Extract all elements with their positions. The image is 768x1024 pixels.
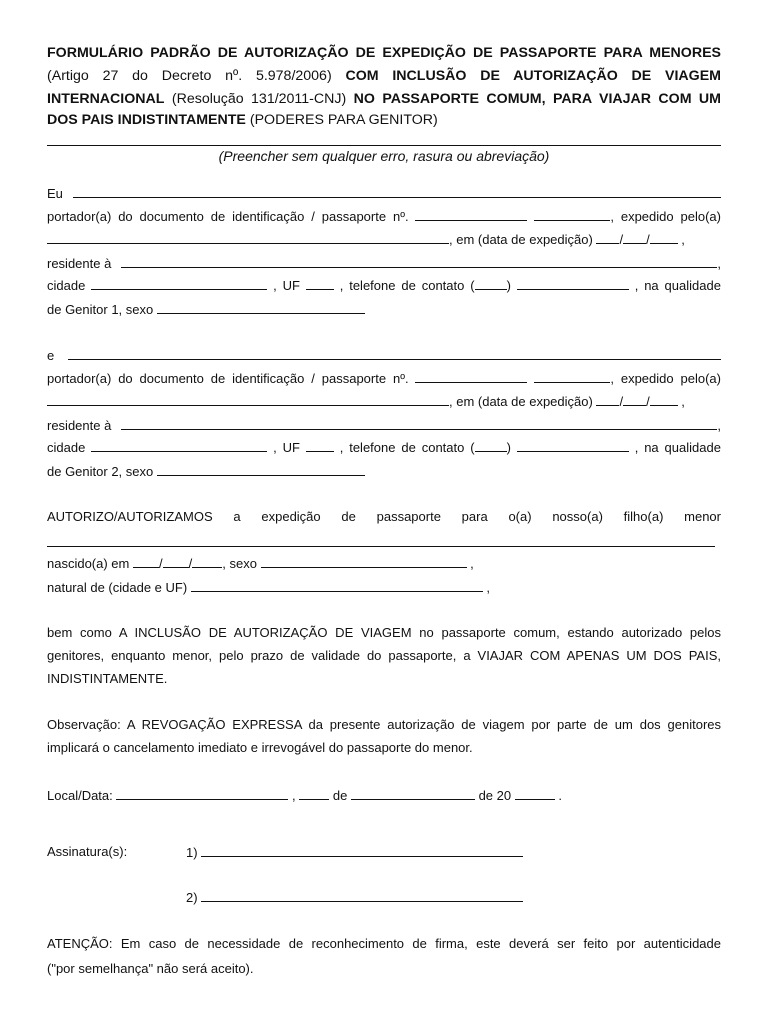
genitor1-phone-field[interactable] [517,276,629,290]
signature-field-2[interactable] [201,888,523,902]
e-label: e [47,348,55,363]
minor-origin-row: natural de (cidade e UF) , [47,580,491,595]
genitor1-sex-label: de Genitor 1, sexo [47,302,154,317]
residente-label-2: residente à [47,418,112,433]
doc-label: portador(a) do documento de identificação / passaporte nº. [47,209,409,224]
genitor2-doc-row [47,369,721,388]
signature-row-1 [186,843,523,862]
local-date-row: Local/Data: , de de 20 . [47,788,562,803]
nascido-label: nascido(a) em [47,556,130,571]
local-field[interactable] [116,786,288,800]
genitor2-phone-area-field[interactable] [475,438,507,452]
genitor2-name-field[interactable] [68,346,721,360]
telefone-label-2: , telefone de contato ( [339,440,475,455]
title-bold-4: NO PASSAPORTE COMUM, PARA VIAJAR COM UM [353,91,722,107]
doc-label-2: portador(a) do documento de identificação / passaporte nº. [47,371,409,386]
genitor1-phone-area-field[interactable] [475,276,507,290]
genitor1-issue-month[interactable] [623,230,646,244]
genitor2-sex-field[interactable] [157,462,365,476]
minor-birth-row: nascido(a) em / / , sexo , [47,556,474,571]
minor-birth-month[interactable] [163,554,189,568]
minor-name-row [47,532,721,547]
genitor2-doc-number-field-2[interactable] [534,369,610,383]
genitor1-doc-number-field[interactable] [415,207,527,221]
genitor2-city-row: cidade , UF , telefone de contato ( ) , na qualidade [47,440,721,455]
telefone-label: , telefone de contato ( [339,278,475,293]
em-data-label: , em (data de expedição) [449,232,593,247]
genitor1-doc-number-field-2[interactable] [534,207,610,221]
qualidade-label: , na qualidade [634,278,721,293]
observation-line-1: Observação: A REVOGAÇÃO EXPRESSA da presente autorização de viagem por parte de um dos genitores [47,717,721,732]
inclusion-line-1: bem como A INCLUSÃO DE AUTORIZAÇÃO DE VIAGEM no passaporte comum, estando autorizado pelos [47,625,721,640]
cidade-label: cidade [47,278,86,293]
genitor1-address-row: residente à , [47,256,721,271]
genitor2-phone-field[interactable] [517,438,629,452]
title-line-1 [47,42,721,65]
cidade-label-2: cidade [47,440,86,455]
genitor1-city-row: cidade , UF , telefone de contato ( ) , na qualidade [47,278,721,293]
residente-label: residente à [47,256,112,271]
genitor1-name-row [47,184,721,203]
title-bold-3: INTERNACIONAL [47,91,165,107]
genitor1-sex-field[interactable] [157,300,365,314]
genitor2-name-row [47,346,721,365]
day-field[interactable] [299,786,329,800]
local-date-end: . [558,788,562,803]
title-bold-1: FORMULÁRIO PADRÃO DE AUTORIZAÇÃO DE EXPEDIÇÃO DE PASSAPORTE PARA MENORES [47,45,721,61]
genitor2-issue-year[interactable] [650,392,678,406]
genitor2-issue-month[interactable] [623,392,646,406]
signature-field-1[interactable] [201,843,523,857]
genitor1-sex-row [47,300,721,319]
expedido-label-2: , expedido pelo(a) [610,371,721,386]
genitor1-issue-day[interactable] [596,230,619,244]
title-line-3 [47,88,721,111]
genitor1-issuer-field[interactable] [47,230,449,244]
genitor2-uf-field[interactable] [306,438,334,452]
minor-name-field[interactable] [47,532,715,547]
attention-line-1: ATENÇÃO: Em caso de necessidade de reconhecimento de firma, este deverá ser feito por autenticidade [47,936,721,951]
uf-label: , UF [273,278,300,293]
genitor2-issue-day[interactable] [596,392,619,406]
minor-birth-year[interactable] [192,554,222,568]
minor-sex-field[interactable] [261,554,467,568]
signature-row-2 [186,888,523,907]
observation-line-2: implicará o cancelamento imediato e irrevogável do passaporte do menor. [47,740,473,755]
de-label-1: de [332,788,348,803]
natural-label: natural de (cidade e UF) [47,580,188,595]
title-divider [47,145,721,146]
attention-line-2: ("por semelhança" não será aceito). [47,961,254,976]
genitor2-sex-label: de Genitor 2, sexo [47,464,154,479]
eu-label: Eu [47,186,63,201]
genitor1-issuer-row: , em (data de expedição) / / , [47,230,721,249]
genitor2-city-field[interactable] [91,438,267,452]
em-data-label-2: , em (data de expedição) [449,394,593,409]
genitor2-doc-number-field[interactable] [415,369,527,383]
genitor1-city-field[interactable] [91,276,267,290]
inclusion-line-3: INDISTINTAMENTE. [47,671,168,686]
minor-origin-field[interactable] [191,578,483,592]
de-label-2: de 20 [478,788,512,803]
signature-number-1: 1) [186,845,198,860]
instructions-subtitle: (Preencher sem qualquer erro, rasura ou abreviação) [218,148,550,164]
title-powers: (PODERES PARA GENITOR) [249,112,438,128]
title-resolution: (Resolução 131/2011-CNJ) [171,91,347,107]
signature-number-2: 2) [186,890,198,905]
expedido-label: , expedido pelo(a) [610,209,721,224]
genitor2-issuer-field[interactable] [47,392,449,406]
genitor2-sex-row [47,462,721,481]
authorization-text: AUTORIZO/AUTORIZAMOS a expedição de passaporte para o(a) nosso(a) filho(a) menor [47,509,721,524]
uf-label-2: , UF [273,440,300,455]
minor-birth-day[interactable] [133,554,159,568]
genitor1-uf-field[interactable] [306,276,334,290]
year-field[interactable] [515,786,555,800]
title-decree: (Artigo 27 do Decreto nº. 5.978/2006) [47,68,332,84]
title-bold-5: DOS PAIS INDISTINTAMENTE [47,112,246,128]
title-line-2 [47,65,721,88]
genitor2-address-field[interactable] [121,416,717,430]
title-line-4 [47,109,721,132]
local-date-label: Local/Data: [47,788,113,803]
genitor1-name-field[interactable] [73,184,721,198]
genitor2-issuer-row: , em (data de expedição) / / , [47,392,721,411]
signatures-label: Assinatura(s): [47,844,128,859]
genitor2-address-row: residente à , [47,418,721,433]
qualidade-label-2: , na qualidade [634,440,721,455]
genitor1-doc-row [47,207,721,226]
genitor1-address-field[interactable] [121,254,717,268]
title-bold-2: COM INCLUSÃO DE AUTORIZAÇÃO DE VIAGEM [345,68,721,84]
genitor1-issue-year[interactable] [650,230,678,244]
month-field[interactable] [351,786,475,800]
minor-sexo-label: , sexo [222,556,257,571]
inclusion-line-2: genitores, enquanto menor, pelo prazo de validade do passaporte, a VIAJAR COM APENAS UM DOS PAIS, [47,648,721,663]
